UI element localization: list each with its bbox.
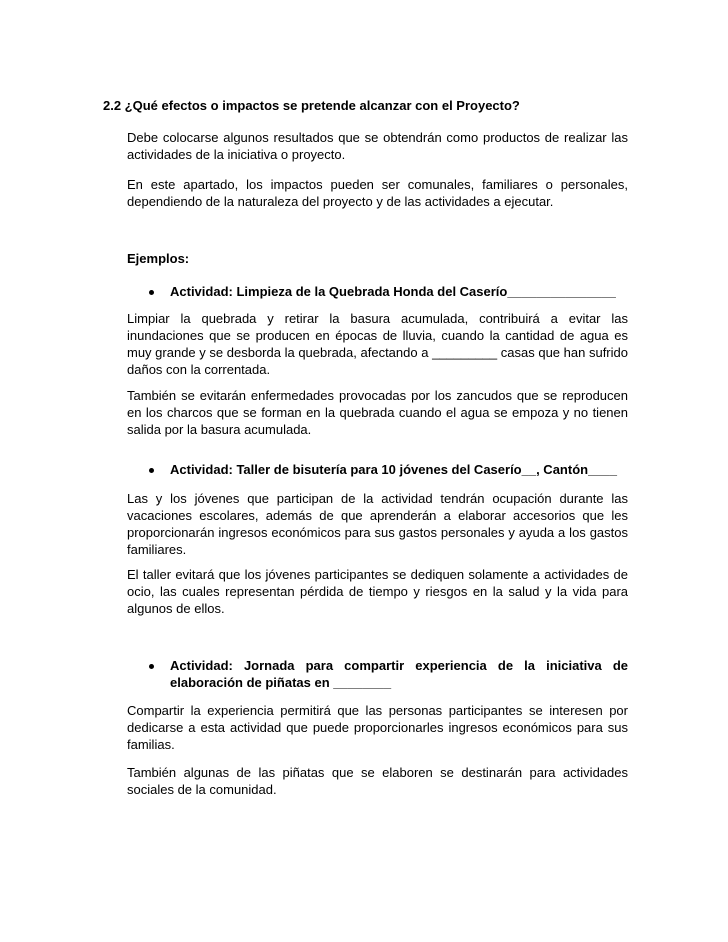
intro-paragraph-2: En este apartado, los impactos pueden ser comunales, familiares o personales, dependiendo de la naturaleza del proyecto y de las actividades a ejecutar. [127, 177, 628, 209]
bullet-icon [149, 290, 154, 295]
example-3-paragraph-2: También algunas de las piñatas que se elaboren se destinarán para actividades sociales de la comunidad. [127, 765, 628, 797]
examples-label: Ejemplos: [127, 251, 190, 266]
intro-paragraph-1: Debe colocarse algunos resultados que se obtendrán como productos de realizar las actividades de la iniciativa o proyecto. [127, 130, 628, 162]
example-1-activity-text: Actividad: Limpieza de la Quebrada Honda del Caserío_______________ [170, 284, 616, 299]
section-heading: 2.2 ¿Qué efectos o impactos se pretende alcanzar con el Proyecto? [103, 98, 520, 113]
example-2-paragraph-1: Las y los jóvenes que participan de la actividad tendrán ocupación durante las vacaciones escolares, además de que aprenderán a elaborar accesorios que les proporcionarán ingresos económicos para sus gastos personales y ayuda a los gastos familiares. [127, 491, 628, 557]
example-2-activity [127, 461, 628, 478]
example-2-activity-text: Actividad: Taller de bisutería para 10 jóvenes del Caserío__, Cantón____ [170, 462, 617, 477]
bullet-icon [149, 468, 154, 473]
example-1-paragraph-1: Limpiar la quebrada y retirar la basura acumulada, contribuirá a evitar las inundaciones que se producen en épocas de lluvia, cuando la cantidad de agua es muy grande y se desborda la quebrada, afectando a _________ casas que han sufrido daños con la correntada. [127, 311, 628, 377]
bullet-icon [149, 664, 154, 669]
example-3-paragraph-1: Compartir la experiencia permitirá que las personas participantes se interesen por dedicarse a esta actividad que puede proporcionarles ingresos económicos para sus familias. [127, 703, 628, 752]
example-1-activity [127, 283, 628, 300]
example-3-activity [127, 657, 628, 691]
example-1-paragraph-2: También se evitarán enfermedades provocadas por los zancudos que se reproducen en los charcos que se forman en la quebrada cuando el agua se empoza y no tienen salida por la basura acumulada. [127, 388, 628, 437]
example-2-paragraph-2: El taller evitará que los jóvenes participantes se dediquen solamente a actividades de ocio, las cuales representan pérdida de tiempo y riesgos en la salud y la vida para algunos de ellos. [127, 567, 628, 616]
example-3-activity-text: Actividad: Jornada para compartir experiencia de la iniciativa de elaboración de piñatas en ________ [170, 658, 628, 690]
